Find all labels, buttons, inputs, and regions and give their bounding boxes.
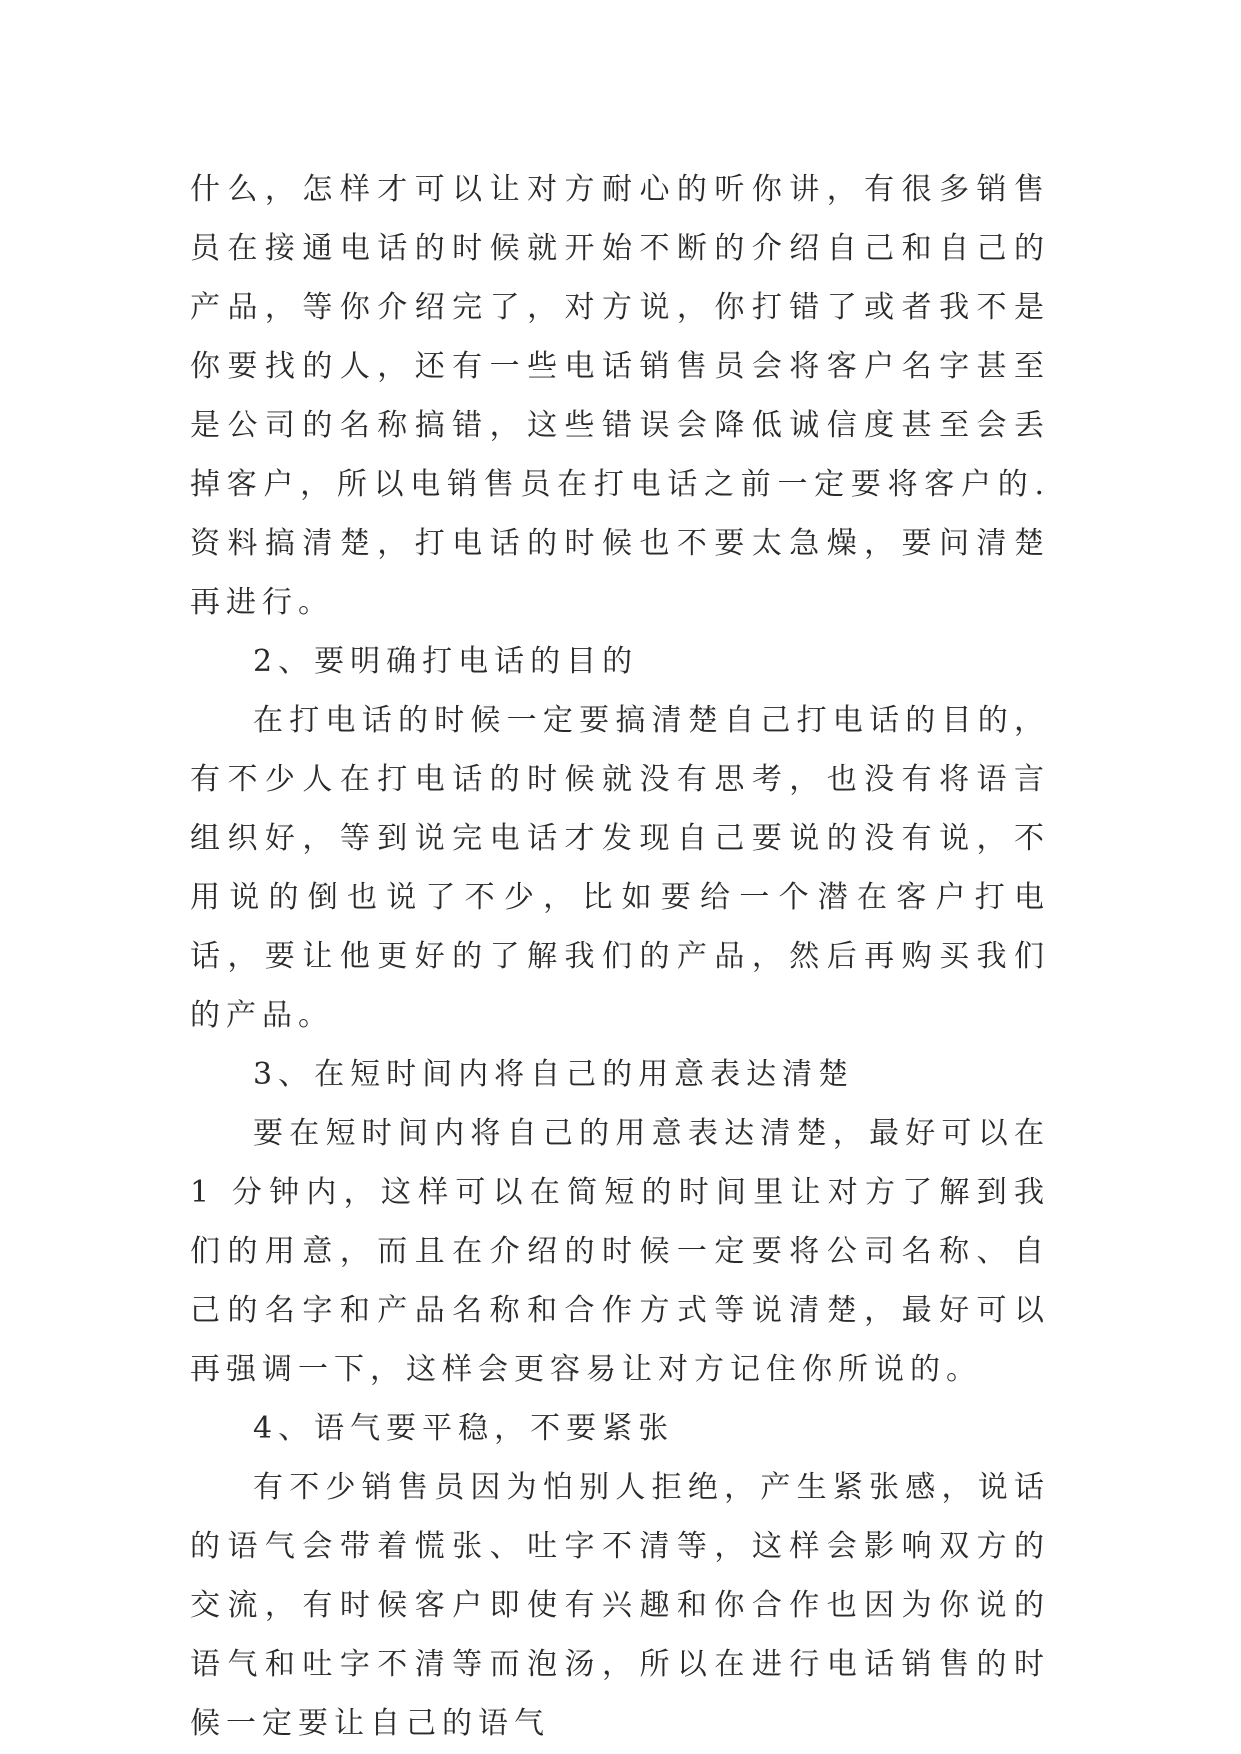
body-paragraph: 在打电话的时候一定要搞清楚自己打电话的目的，有不少人在打电话的时候就没有思考，也没有将语言组织好，等到说完电话才发现自己要说的没有说，不用说的倒也说了不少，比如要给一个潜在客户打电话，要让他更好的了解我们的产品，然后再购买我们的产品。 xyxy=(190,703,1050,1033)
body-paragraph: 什么，怎样才可以让对方耐心的听你讲，有很多销售员在接通电话的时候就开始不断的介绍自己和自己的产品，等你介绍完了，对方说，你打错了或者我不是你要找的人，还有一些电话销售员会将客户名字甚至是公司的名称搞错，这些错误会降低诚信度甚至会丢掉客户，所以电销售员在打电话之前一定要将客户的.资料搞清楚，打电话的时候也不要太急燥，要问清楚再进行。 xyxy=(190,172,1050,620)
document-body xyxy=(190,160,1050,1753)
section-heading-4: 4、语气要平稳，不要紧张 xyxy=(253,1411,675,1446)
body-paragraph: 有不少销售员因为怕别人拒绝，产生紧张感，说话的语气会带着慌张、吐字不清等，这样会影响双方的交流，有时候客户即使有兴趣和你合作也因为你说的语气和吐字不清等而泡汤，所以在进行电话销售的时候一定要让自己的语气 xyxy=(190,1470,1050,1741)
section-heading-2: 2、要明确打电话的目的 xyxy=(253,644,639,679)
section-heading-3: 3、在短时间内将自己的用意表达清楚 xyxy=(253,1057,855,1092)
body-paragraph: 要在短时间内将自己的用意表达清楚，最好可以在 1 分钟内，这样可以在简短的时间里让对方了解到我们的用意，而且在介绍的时候一定要将公司名称、自己的名字和产品名称和合作方式等说清楚，最好可以再强调一下，这样会更容易让对方记住你所说的。 xyxy=(190,1116,1050,1387)
